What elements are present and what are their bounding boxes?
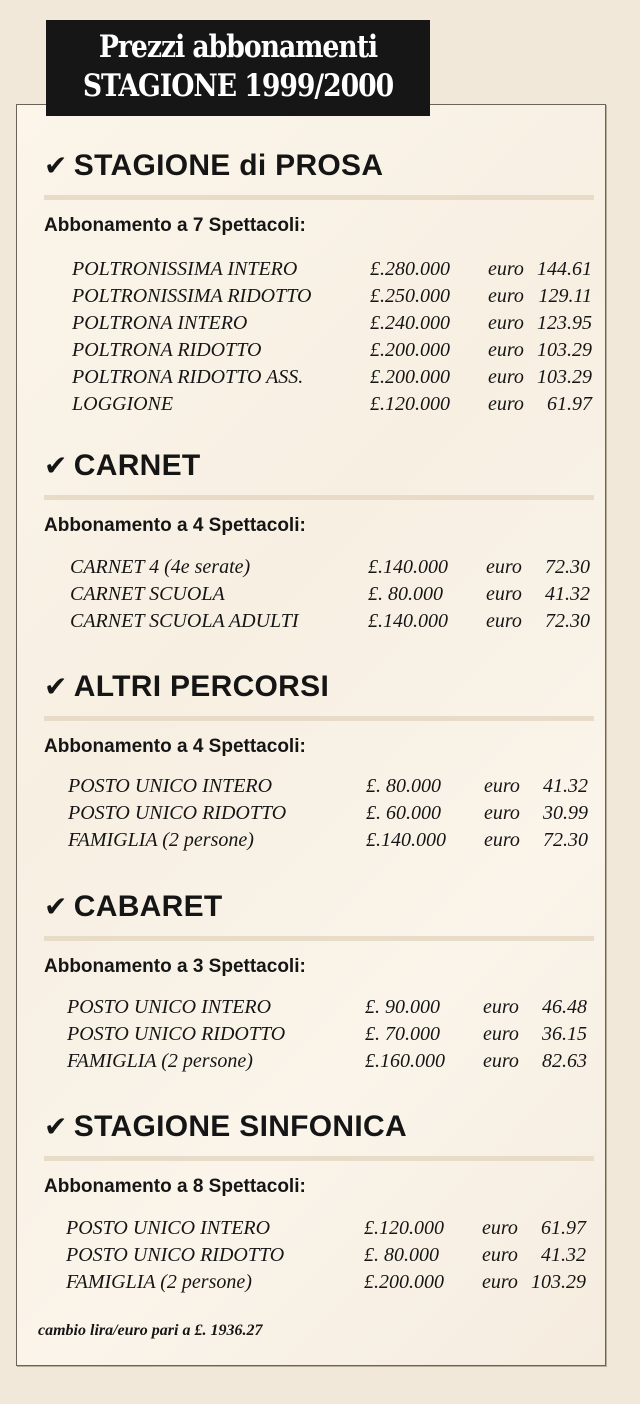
checkmark-icon: ✔ (44, 890, 68, 923)
price-lira: £.120.000 (370, 393, 450, 415)
section-divider (44, 716, 594, 721)
euro-label: euro (486, 583, 522, 605)
price-row (72, 391, 602, 418)
price-lira: £.200.000 (370, 339, 450, 361)
euro-label: euro (488, 393, 524, 415)
price-lira: £.120.000 (364, 1217, 444, 1239)
title-line-1: Prezzi abbonamenti (98, 29, 378, 65)
price-euro: 61.97 (541, 1217, 586, 1239)
price-name: CARNET 4 (4e serate) (70, 556, 251, 578)
price-lira: £.140.000 (366, 829, 446, 851)
title-banner (46, 20, 430, 116)
price-euro: 46.48 (542, 996, 587, 1018)
price-row (68, 800, 598, 827)
price-name: FAMIGLIA (2 persone) (66, 1271, 252, 1293)
exchange-rate-note: cambio lira/euro pari a £. 1936.27 (38, 1322, 263, 1339)
price-name: POLTRONA RIDOTTO ASS. (72, 366, 304, 388)
section-heading-text: ALTRI PERCORSI (73, 670, 330, 703)
price-euro: 30.99 (543, 802, 588, 824)
euro-label: euro (488, 366, 524, 388)
section-subtitle: Abbonamento a 8 Spettacoli: (44, 1176, 306, 1197)
price-row (70, 554, 600, 581)
price-lira: £.200.000 (370, 366, 450, 388)
checkmark-icon: ✔ (44, 449, 68, 482)
price-euro: 72.30 (543, 829, 588, 851)
checkmark-icon: ✔ (44, 149, 68, 182)
section-heading (44, 1109, 407, 1145)
price-name: POSTO UNICO RIDOTTO (66, 1244, 285, 1266)
price-row (72, 283, 602, 310)
euro-label: euro (488, 312, 524, 334)
euro-label: euro (482, 1271, 518, 1293)
section-subtitle: Abbonamento a 7 Spettacoli: (44, 215, 306, 236)
price-lira: £.160.000 (365, 1050, 445, 1072)
price-euro: 82.63 (542, 1050, 587, 1072)
euro-label: euro (484, 829, 520, 851)
price-row (72, 310, 602, 337)
euro-label: euro (483, 996, 519, 1018)
title-line-2: STAGIONE 1999/2000 (82, 68, 394, 104)
euro-label: euro (483, 1050, 519, 1072)
section-heading (44, 889, 223, 925)
price-row (72, 256, 602, 283)
euro-label: euro (484, 802, 520, 824)
price-name: POLTRONA INTERO (72, 312, 248, 334)
price-row (72, 337, 602, 364)
price-row (70, 581, 600, 608)
section-subtitle: Abbonamento a 4 Spettacoli: (44, 736, 306, 757)
price-euro: 123.95 (537, 312, 592, 334)
price-name: FAMIGLIA (2 persone) (68, 829, 254, 851)
price-name: POSTO UNICO RIDOTTO (68, 802, 287, 824)
price-lira: £.140.000 (368, 556, 448, 578)
price-euro: 103.29 (537, 339, 592, 361)
checkmark-icon: ✔ (44, 670, 68, 703)
price-lira: £.200.000 (364, 1271, 444, 1293)
checkmark-icon: ✔ (44, 1110, 68, 1143)
euro-label: euro (488, 339, 524, 361)
price-euro: 129.11 (538, 285, 592, 307)
price-name: FAMIGLIA (2 persone) (67, 1050, 253, 1072)
price-row (67, 1021, 597, 1048)
section-heading-text: CARNET (73, 449, 201, 482)
section-divider (44, 495, 594, 500)
section-subtitle: Abbonamento a 3 Spettacoli: (44, 956, 306, 977)
price-lira: £.140.000 (368, 610, 448, 632)
price-name: POSTO UNICO INTERO (66, 1217, 271, 1239)
section-heading (44, 148, 383, 184)
section-divider (44, 1156, 594, 1161)
price-name: CARNET SCUOLA ADULTI (70, 610, 299, 632)
price-name: POLTRONISSIMA INTERO (72, 258, 298, 280)
price-lira: £. 80.000 (368, 583, 443, 605)
euro-label: euro (486, 556, 522, 578)
price-euro: 36.15 (542, 1023, 587, 1045)
price-name: POSTO UNICO INTERO (68, 775, 273, 797)
price-lira: £.280.000 (370, 258, 450, 280)
price-lira: £. 70.000 (365, 1023, 440, 1045)
euro-label: euro (483, 1023, 519, 1045)
price-row (70, 608, 600, 635)
price-euro: 103.29 (537, 366, 592, 388)
price-name: CARNET SCUOLA (70, 583, 225, 605)
section-heading (44, 448, 201, 484)
price-row (67, 1048, 597, 1075)
section-divider (44, 936, 594, 941)
section-divider (44, 195, 594, 200)
price-euro: 72.30 (545, 610, 590, 632)
price-euro: 72.30 (545, 556, 590, 578)
euro-label: euro (484, 775, 520, 797)
price-euro: 41.32 (541, 1244, 586, 1266)
price-name: POLTRONA RIDOTTO (72, 339, 262, 361)
price-row (66, 1269, 596, 1296)
price-row (72, 364, 602, 391)
euro-label: euro (482, 1217, 518, 1239)
price-lira: £. 80.000 (364, 1244, 439, 1266)
price-euro: 103.29 (531, 1271, 586, 1293)
price-row (67, 994, 597, 1021)
euro-label: euro (488, 258, 524, 280)
price-lira: £.240.000 (370, 312, 450, 334)
euro-label: euro (482, 1244, 518, 1266)
price-lira: £.250.000 (370, 285, 450, 307)
price-row (68, 827, 598, 854)
price-euro: 41.32 (545, 583, 590, 605)
price-name: POSTO UNICO RIDOTTO (67, 1023, 286, 1045)
section-heading (44, 669, 329, 705)
euro-label: euro (488, 285, 524, 307)
price-row (66, 1242, 596, 1269)
section-heading-text: STAGIONE SINFONICA (73, 1110, 407, 1143)
price-name: POSTO UNICO INTERO (67, 996, 272, 1018)
price-lira: £. 60.000 (366, 802, 441, 824)
section-heading-text: CABARET (73, 890, 223, 923)
section-heading-text: STAGIONE di PROSA (73, 149, 384, 182)
price-euro: 144.61 (537, 258, 592, 280)
price-lira: £. 90.000 (365, 996, 440, 1018)
price-name: LOGGIONE (72, 393, 174, 415)
price-euro: 41.32 (543, 775, 588, 797)
price-row (68, 773, 598, 800)
price-name: POLTRONISSIMA RIDOTTO (72, 285, 312, 307)
price-row (66, 1215, 596, 1242)
euro-label: euro (486, 610, 522, 632)
price-lira: £. 80.000 (366, 775, 441, 797)
price-euro: 61.97 (547, 393, 592, 415)
section-subtitle: Abbonamento a 4 Spettacoli: (44, 515, 306, 536)
